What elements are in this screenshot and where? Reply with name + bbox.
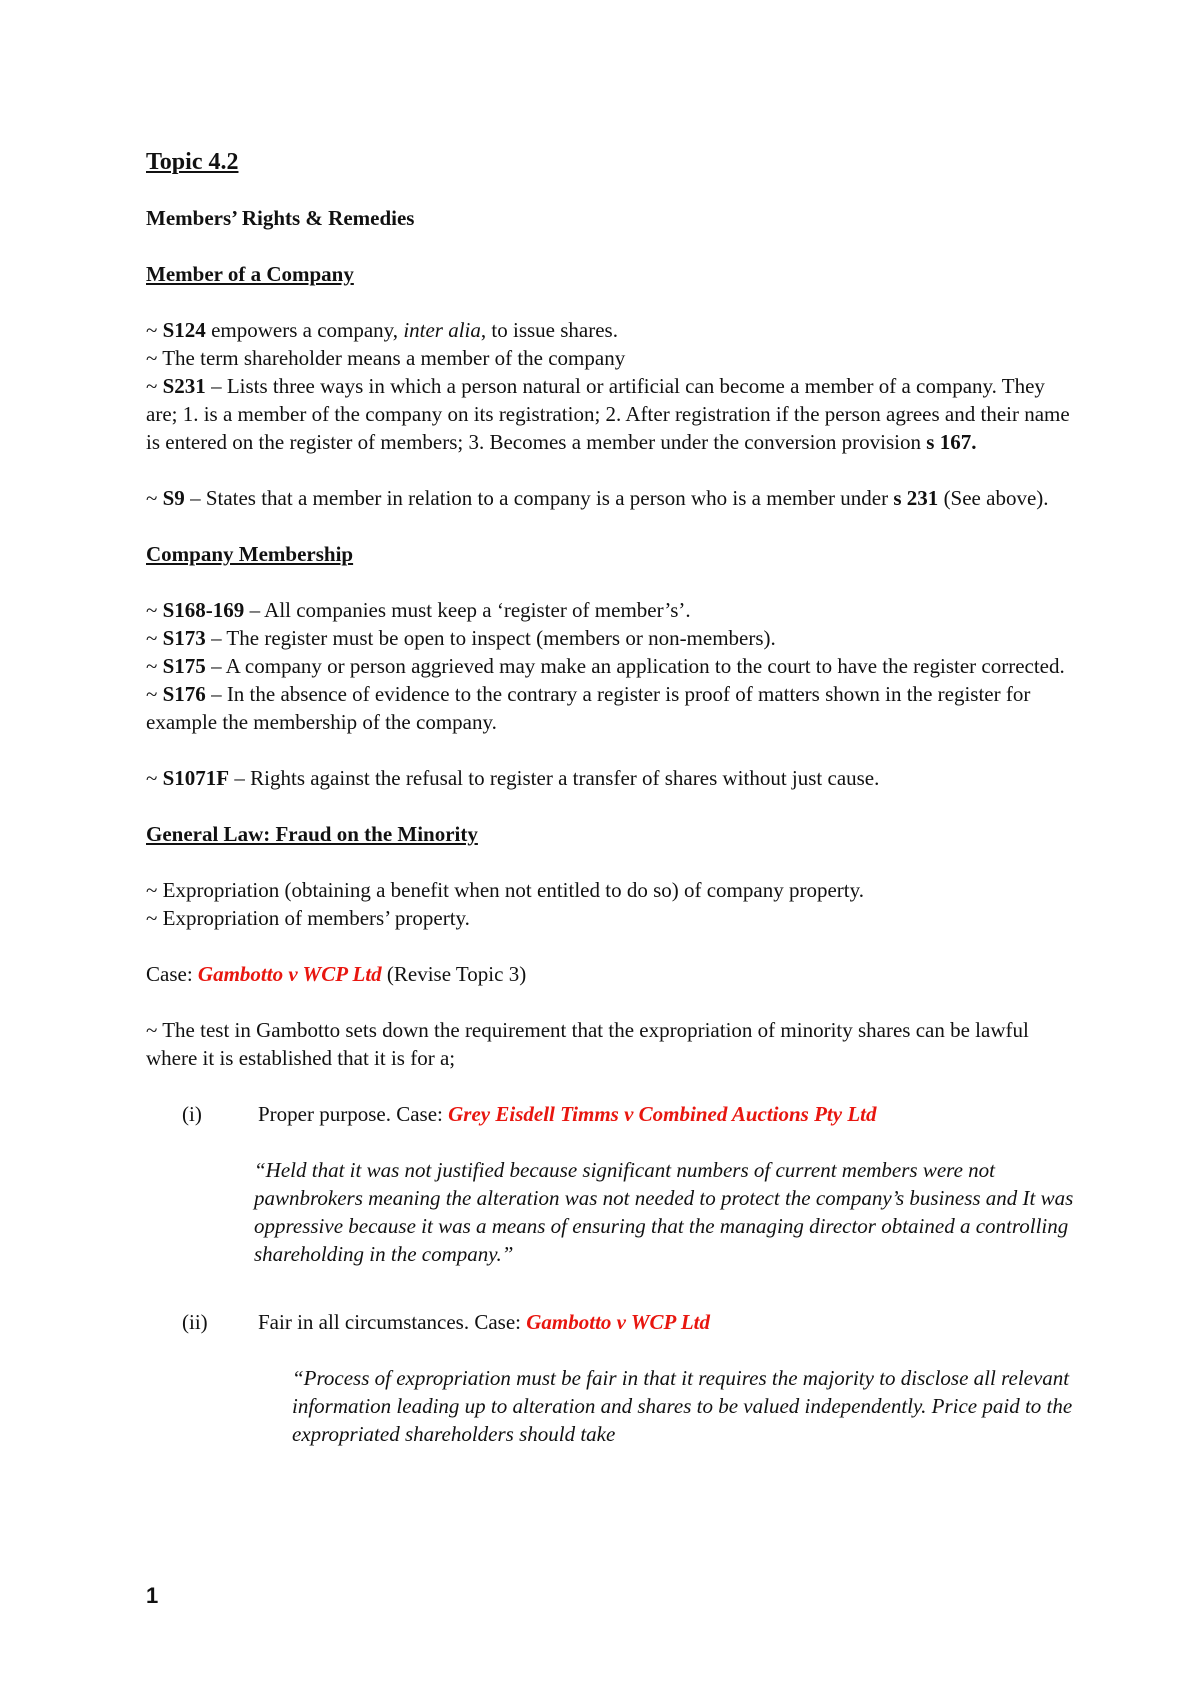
paragraph-s231: ~ S231 – Lists three ways in which a person natural or artificial can become a member of a company. They are; 1. is a member of the company on its registration; 2. After registration if the person agrees and their name is entered on the register of members; 3. Becomes a member under the conversion provision s 167. — [146, 374, 1070, 454]
list-item-text: Fair in all circumstances. Case: Gambotto v WCP Ltd — [258, 1310, 711, 1334]
paragraph-s176: ~ S176 – In the absence of evidence to the contrary a register is proof of matters shown in the register for example the membership of the company. — [146, 682, 1031, 734]
section-heading-fraud: General Law: Fraud on the Minority — [146, 822, 478, 846]
paragraph-s173: ~ S173 – The register must be open to inspect (members or non-members). — [146, 626, 776, 650]
list-item-text: Proper purpose. Case: Grey Eisdell Timms v Combined Auctions Pty Ltd — [258, 1102, 877, 1126]
paragraph-shareholder: ~ The term shareholder means a member of the company — [146, 346, 626, 370]
list-item-fair — [146, 1308, 1076, 1336]
case-reference-gambotto: Case: Gambotto v WCP Ltd (Revise Topic 3) — [146, 962, 527, 986]
list-item-proper-purpose — [146, 1100, 1076, 1128]
case-name: Grey Eisdell Timms v Combined Auctions Pty Ltd — [448, 1102, 877, 1126]
list-item-number: (i) — [182, 1102, 202, 1126]
paragraph-s168: ~ S168-169 – All companies must keep a ‘register of member’s’. — [146, 598, 691, 622]
page-number: 1 — [146, 1583, 159, 1608]
paragraph-gambotto-test: ~ The test in Gambotto sets down the requirement that the expropriation of minority shares can be lawful where it is established that it is for a; — [146, 1018, 1029, 1070]
paragraph-s9: ~ S9 – States that a member in relation to a company is a person who is a member under s 231 (See above). — [146, 486, 1049, 510]
paragraph-s124: ~ S124 empowers a company, inter alia, to issue shares. — [146, 318, 618, 342]
paragraph-s1071f: ~ S1071F – Rights against the refusal to register a transfer of shares without just cause. — [146, 766, 880, 790]
page-title: Topic 4.2 — [146, 149, 239, 175]
case-name: Gambotto v WCP Ltd — [197, 962, 382, 986]
document-subtitle: Members’ Rights & Remedies — [146, 206, 415, 230]
section-heading-member: Member of a Company — [146, 262, 354, 286]
paragraph-expropriation-company: ~ Expropriation (obtaining a benefit when not entitled to do so) of company property. — [146, 878, 864, 902]
list-item-number: (ii) — [182, 1310, 208, 1334]
quote-gambotto: “Process of expropriation must be fair in that it requires the majority to disclose all relevant information leading up to alteration and shares to be valued independently. Price paid to the expropriated shareholders should take — [292, 1366, 1073, 1446]
paragraph-s175: ~ S175 – A company or person aggrieved may make an application to the court to have the register corrected. — [146, 654, 1065, 678]
document-body — [146, 148, 1076, 1448]
paragraph-expropriation-members: ~ Expropriation of members’ property. — [146, 906, 470, 930]
case-name: Gambotto v WCP Ltd — [526, 1310, 711, 1334]
quote-grey-eisdell: “Held that it was not justified because significant numbers of current members were not pawnbrokers meaning the alteration was not needed to protect the company’s business and It was oppressive because it was a means of ensuring that the managing director obtained a controlling shareholding in the company.” — [254, 1158, 1074, 1266]
section-heading-membership: Company Membership — [146, 542, 354, 566]
